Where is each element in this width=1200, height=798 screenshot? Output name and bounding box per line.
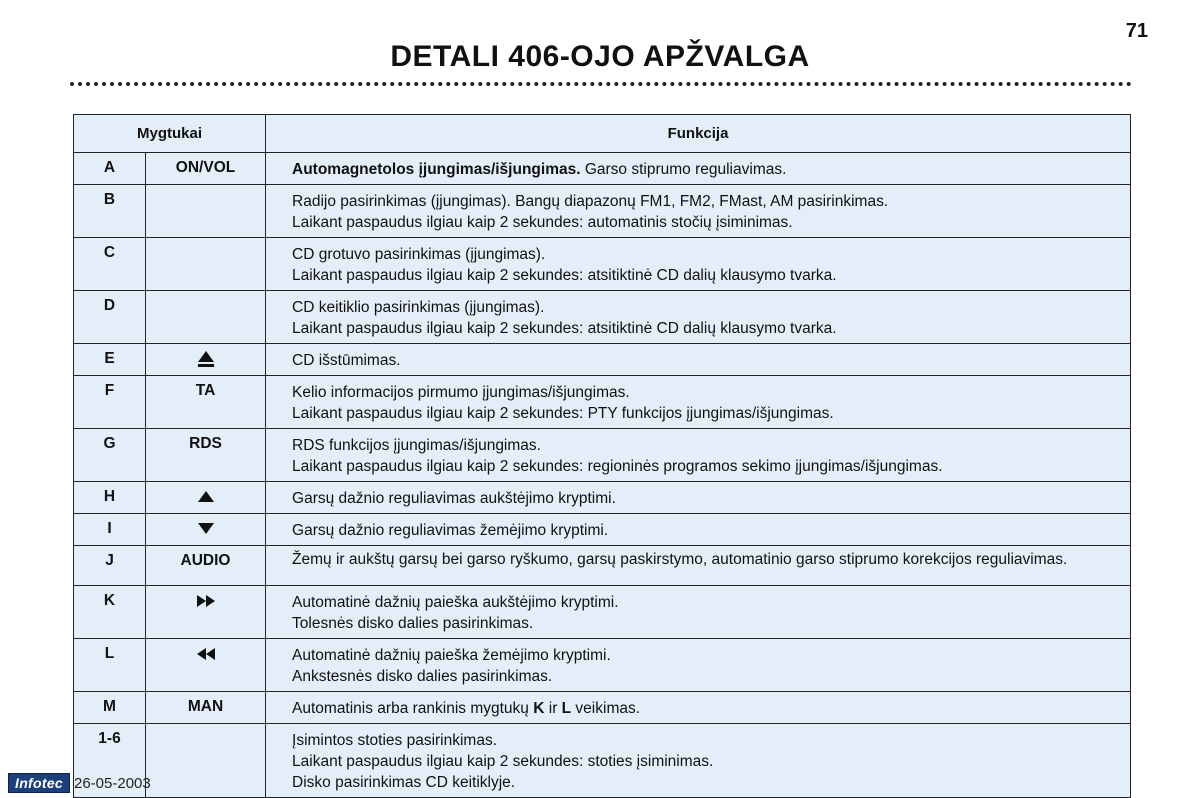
function-line: Žemų ir aukštų garsų bei garso ryškumo, garsų paskirstymo, automatinio garso stiprumo korekcijos reguliavimas. xyxy=(292,551,1068,568)
button-label: AUDIO xyxy=(146,546,266,586)
function-part: ir xyxy=(544,700,562,717)
eject-icon xyxy=(198,351,214,367)
header-function: Funkcija xyxy=(266,115,1131,153)
function-line: Laikant paspaudus ilgiau kaip 2 sekundes: stoties įsiminimas. xyxy=(292,753,714,770)
button-icon-cell xyxy=(146,482,266,514)
function-line: Garsų dažnio reguliavimas žemėjimo kryptimi. xyxy=(292,522,609,539)
controls-table-container xyxy=(73,114,1130,798)
function-text xyxy=(266,429,1131,482)
function-line: RDS funkcijos įjungimas/išjungimas. xyxy=(292,437,541,454)
function-line: Tolesnės disko dalies pasirinkimas. xyxy=(292,615,534,632)
function-line: Laikant paspaudus ilgiau kaip 2 sekundes: PTY funkcijos įjungimas/išjungimas. xyxy=(292,405,834,422)
function-text xyxy=(266,185,1131,238)
function-line: Laikant paspaudus ilgiau kaip 2 sekundes: atsitiktinė CD dalių klausymo tvarka. xyxy=(292,267,837,284)
table-row xyxy=(74,429,1131,482)
footer-date: 26-05-2003 xyxy=(74,774,151,792)
row-letter: J xyxy=(74,546,146,586)
fast-forward-icon xyxy=(197,595,215,607)
infotec-logo: Infotec xyxy=(8,773,70,793)
function-text xyxy=(266,482,1131,514)
row-letter: B xyxy=(74,185,146,238)
function-text xyxy=(266,376,1131,429)
page-number: 71 xyxy=(1125,20,1148,42)
function-text xyxy=(266,153,1131,185)
row-letter: G xyxy=(74,429,146,482)
function-bold: Automagnetolos įjungimas/išjungimas. xyxy=(292,161,581,178)
function-text xyxy=(266,639,1131,692)
table-row xyxy=(74,344,1131,376)
function-bold: K xyxy=(533,700,545,717)
button-icon-cell xyxy=(146,586,266,639)
function-text xyxy=(266,586,1131,639)
row-letter: 1-6 xyxy=(74,724,146,798)
function-line: Disko pasirinkimas CD keitiklyje. xyxy=(292,774,516,791)
function-line: Garsų dažnio reguliavimas aukštėjimo kryptimi. xyxy=(292,490,616,507)
arrow-down-icon xyxy=(198,523,214,534)
function-line: Automatinė dažnių paieška žemėjimo kryptimi. xyxy=(292,647,611,664)
button-icon-cell xyxy=(146,639,266,692)
table-row xyxy=(74,546,1131,586)
table-header-row xyxy=(74,115,1131,153)
table-row xyxy=(74,238,1131,291)
function-line: Įsimintos stoties pasirinkimas. xyxy=(292,732,498,749)
function-line: Ankstesnės disko dalies pasirinkimas. xyxy=(292,668,553,685)
row-letter: H xyxy=(74,482,146,514)
table-row xyxy=(74,692,1131,724)
table-row xyxy=(74,376,1131,429)
button-icon-cell xyxy=(146,344,266,376)
button-label: TA xyxy=(146,376,266,429)
row-letter: D xyxy=(74,291,146,344)
title-divider xyxy=(70,82,1132,86)
function-line: Radijo pasirinkimas (įjungimas). Bangų diapazonų FM1, FM2, FMast, AM pasirinkimas. xyxy=(292,193,889,210)
function-part: veikimas. xyxy=(571,700,641,717)
button-label: ON/VOL xyxy=(146,153,266,185)
row-letter: F xyxy=(74,376,146,429)
header-buttons: Mygtukai xyxy=(74,115,266,153)
function-text xyxy=(266,514,1131,546)
row-letter: C xyxy=(74,238,146,291)
function-line: CD išstūmimas. xyxy=(292,352,401,369)
function-text xyxy=(266,344,1131,376)
function-line: CD grotuvo pasirinkimas (įjungimas). xyxy=(292,246,546,263)
function-text xyxy=(266,291,1131,344)
button-label: RDS xyxy=(146,429,266,482)
arrow-up-icon xyxy=(198,491,214,502)
footer xyxy=(8,773,151,793)
row-letter: E xyxy=(74,344,146,376)
table-row xyxy=(74,482,1131,514)
table-row xyxy=(74,185,1131,238)
function-part: Automatinis arba rankinis mygtukų xyxy=(292,700,534,717)
button-label xyxy=(146,291,266,344)
rewind-icon xyxy=(197,648,215,660)
row-letter: A xyxy=(74,153,146,185)
row-letter: K xyxy=(74,586,146,639)
function-text xyxy=(266,238,1131,291)
function-line: Laikant paspaudus ilgiau kaip 2 sekundes: atsitiktinė CD dalių klausymo tvarka. xyxy=(292,320,837,337)
table-row xyxy=(74,291,1131,344)
button-icon-cell xyxy=(146,514,266,546)
row-letter: M xyxy=(74,692,146,724)
table-row xyxy=(74,514,1131,546)
row-letter: I xyxy=(74,514,146,546)
function-text xyxy=(266,692,1131,724)
table-row xyxy=(74,639,1131,692)
function-line: CD keitiklio pasirinkimas (įjungimas). xyxy=(292,299,545,316)
button-label xyxy=(146,724,266,798)
function-line: Automatinė dažnių paieška aukštėjimo kryptimi. xyxy=(292,594,619,611)
table-row xyxy=(74,586,1131,639)
row-letter: L xyxy=(74,639,146,692)
button-label: MAN xyxy=(146,692,266,724)
function-text xyxy=(266,546,1131,586)
button-label xyxy=(146,185,266,238)
table-row xyxy=(74,724,1131,798)
button-label xyxy=(146,238,266,291)
function-text xyxy=(266,724,1131,798)
controls-table xyxy=(73,114,1131,798)
function-bold: L xyxy=(561,700,572,717)
function-line: Laikant paspaudus ilgiau kaip 2 sekundes: automatinis stočių įsiminimas. xyxy=(292,214,793,231)
function-rest: Garso stiprumo reguliavimas. xyxy=(580,161,787,178)
page-title: DETALI 406-OJO APŽVALGA xyxy=(390,40,810,73)
function-line: Laikant paspaudus ilgiau kaip 2 sekundes: regioninės programos sekimo įjungimas/išjungimas. xyxy=(292,458,943,475)
table-row xyxy=(74,153,1131,185)
function-line: Kelio informacijos pirmumo įjungimas/išjungimas. xyxy=(292,384,630,401)
